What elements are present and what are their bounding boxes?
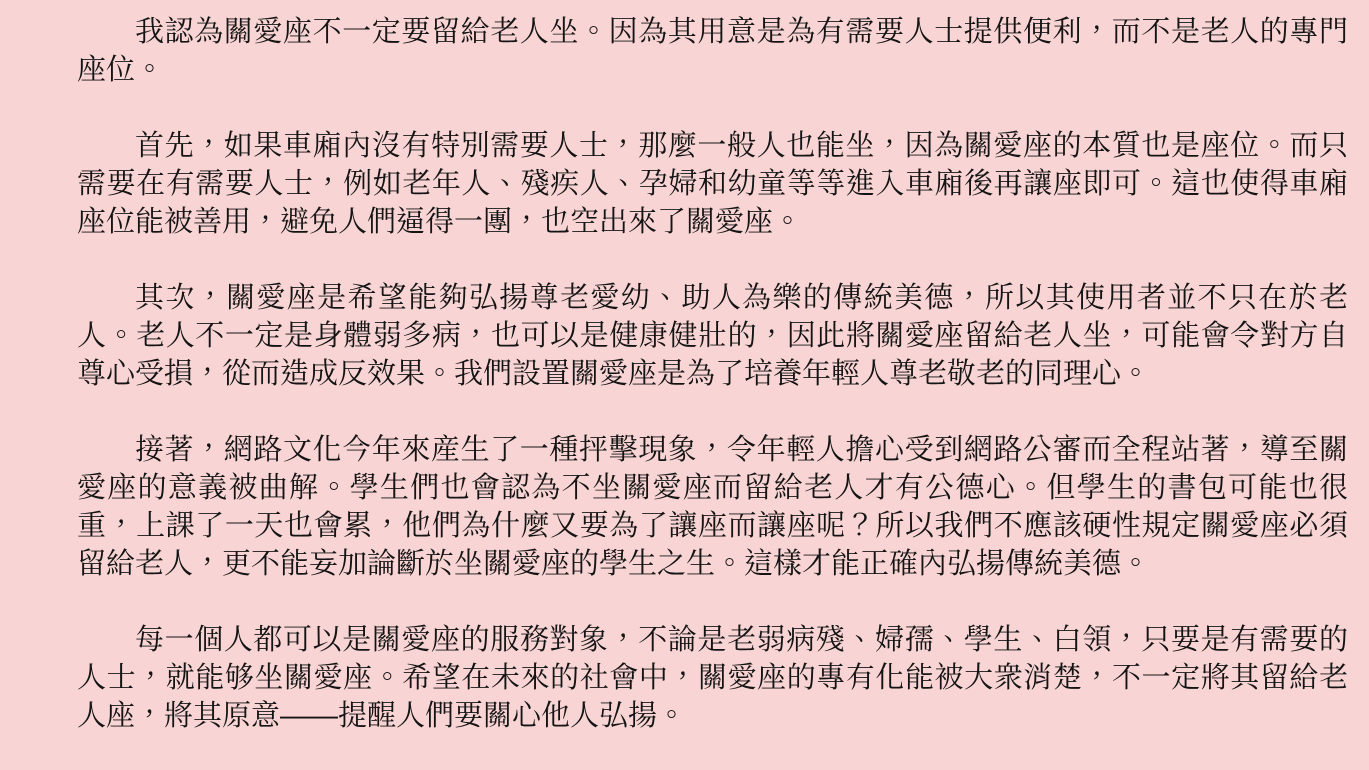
paragraph-conclusion: 每一個人都可以是關愛座的服務對象，不論是老弱病殘、婦孺、學生、白領，只要是有需要的人士，就能够坐關愛座。希望在未來的社會中，關愛座的專有化能被大衆消楚，不一定將其留給老人座，將其原意——提醒人們要關心他人弘揚。	[77, 624, 1348, 732]
paragraph-intro: 我認為關愛座不一定要留給老人坐。因為其用意是為有需要人士提供便利，而不是老人的專門座位。	[77, 16, 1348, 86]
paragraph-second-point: 其次，關愛座是希望能夠弘揚尊老愛幼、助人為樂的傳統美德，所以其使用者並不只在於老人。老人不一定是身體弱多病，也可以是健康健壯的，因此將關愛座留給老人坐，可能會令對方自尊心受損，從而造成反效果。我們設置關愛座是為了培養年輕人尊老敬老的同理心。	[77, 282, 1348, 390]
paragraph-third-point: 接著，網路文化今年來産生了一種抨擊現象，令年輕人擔心受到網路公審而全程站著，導至關愛座的意義被曲解。學生們也會認為不坐關愛座而留給老人才有公德心。但學生的書包可能也很重，上課了一天也會累，他們為什麼又要為了讓座而讓座呢？所以我們不應該硬性規定關愛座必須留給老人，更不能妄加論斷於坐關愛座的學生之生。這樣才能正確內弘揚傳統美德。	[77, 434, 1348, 580]
paragraph-first-point: 首先，如果車廂內沒有特別需要人士，那麼一般人也能坐，因為關愛座的本質也是座位。而只需要在有需要人士，例如老年人、殘疾人、孕婦和幼童等等進入車廂後再讓座即可。這也使得車廂座位能被善用，避免人們逼得一團，也空出來了關愛座。	[77, 130, 1348, 238]
